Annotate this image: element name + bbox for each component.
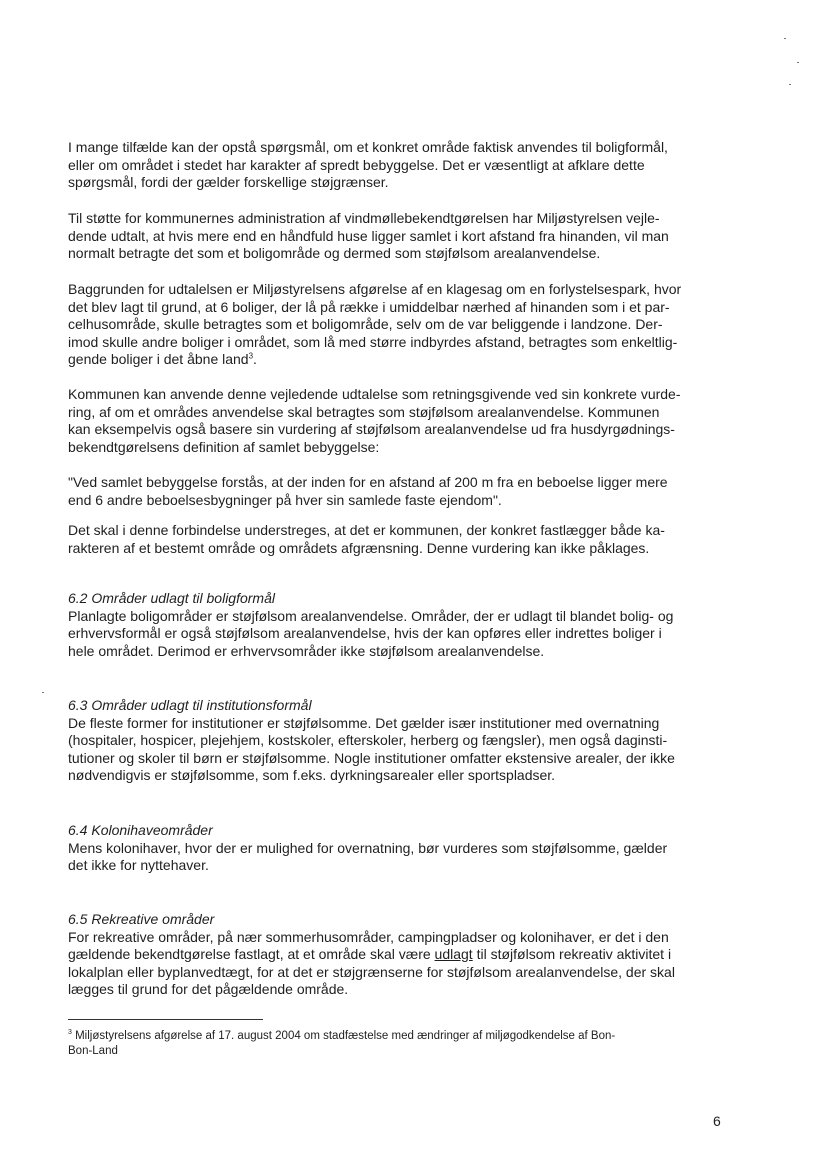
section-heading: 6.5 Rekreative områder [68,911,215,927]
footnote-number: 3 [68,1029,72,1037]
text-line: lokalplan eller byplanvedtægt, for at det er støjgrænserne for støjfølsom arealanvendelse, der skal [68,963,675,980]
scan-speck [789,84,791,85]
text-line: Kommunen kan anvende denne vejledende udtalelse som retningsgivende ved sin konkrete vurde- [68,386,681,402]
text-line: bekendtgørelsens definition af samlet bebyggelse: [68,438,380,455]
paragraph-background [68,281,728,369]
section-6-5 [68,911,728,999]
section-6-4 [68,822,728,875]
definition-quote [68,474,728,509]
text-line: celhusområde, skulle betragtes som et boligområde, selv om de var beliggende i landzone. Der- [68,316,663,332]
text-fragment: . [253,351,257,367]
text-line: Planlagte boligområder er støjfølsom arealanvendelse. Områder, der er udlagt til blandet bolig- og [68,607,674,624]
text-line: ring, af om et områdes anvendelse skal betragtes som støjfølsom arealanvendelse. Kommunen [68,403,660,420]
text-line: hele området. Derimod er erhvervsområder ikke støjfølsom arealanvendelse. [68,642,545,659]
text-line [68,1029,728,1044]
text-line: nødvendigvis er støjfølsomme, som f.eks. dyrkningsarealer eller sportspladser. [68,767,556,783]
text-line: lægges til grund for det pågældende område. [68,981,349,997]
text-line: "Ved samlet bebyggelse forstås, at der inden for en afstand af 200 m fra en beboelse ligger mere [68,474,668,490]
footnote [68,1029,728,1059]
paragraph-guidance [68,210,728,263]
text-fragment: gældende bekendtgørelse fastlagt, at et område skal være [68,946,435,962]
text-line: imod skulle andre boliger i området, som lå med større indbyrdes afstand, betragtes som enkeltlig- [68,333,678,350]
text-fragment: gende boliger i det åbne land [68,351,249,367]
text-line: dende udtalt, at hvis mere end en håndfuld huse ligger samlet i kort afstand fra hinanden, vil man [68,227,669,244]
section-6-3 [68,697,728,785]
scan-speck [797,62,799,63]
text-line: tutioner og skoler til børn er støjfølsomme. Nogle institutioner omfatter ekstensive arealer, der ikke [68,749,675,766]
text-line: kan eksempelvis også basere sin vurdering af støjfølsom arealanvendelse ud fra husdyrgødnings- [68,421,675,437]
text-fragment: til støjfølsom rekreativ aktivitet i [472,946,672,962]
paragraph-municipality [68,386,728,456]
text-line: Det skal i denne forbindelse understreges, at det er kommunen, der konkret fastlægger både ka- [68,522,665,538]
section-heading: 6.3 Områder udlagt til institutionsformål [68,697,312,713]
text-line: det ikke for nyttehaver. [68,857,209,873]
footnote-divider [68,1019,263,1020]
scan-speck [42,692,44,693]
text-line: eller om området i stedet har karakter af spredt bebyggelse. Det er væsentligt at afklare dette [68,156,645,173]
paragraph-intro [68,139,728,192]
text-line: Til støtte for kommunernes administration af vindmøllebekendtgørelsen har Miljøstyrelsen vejle- [68,210,660,226]
text-line: rakteren af et bestemt område og områdets afgrænsning. Denne vurdering kan ikke påklages. [68,539,650,556]
footnote-reference[interactable]: 3 [248,351,254,361]
text-line: end 6 andre beboelsesbygninger på hver sin samlede faste ejendom". [68,491,502,508]
text-line: normalt betragte det som et boligområde og dermed som støjfølsom arealanvendelse. [68,245,601,261]
section-6-2 [68,590,728,660]
paragraph-emphasis [68,522,728,557]
text-line [68,946,728,964]
text-line: Mens kolonihaver, hvor der er mulighed for overnatning, bør vurderes som støjfølsomme, gælder [68,839,668,856]
text-line: I mange tilfælde kan der opstå spørgsmål, om et konkret område faktisk anvendes til boligformål, [68,139,668,155]
underlined-word: udlagt [434,946,473,962]
text-line: Baggrunden for udtalelsen er Miljøstyrelsens afgørelse af en klagesag om en forlystelsespark, hvor [68,281,682,297]
section-heading: 6.4 Kolonihaveområder [68,822,213,838]
text-line: De fleste former for institutioner er støjfølsomme. Det gælder især institutioner med overnatning [68,714,660,731]
section-heading: 6.2 Områder udlagt til boligformål [68,590,275,606]
text-line: For rekreative områder, på nær sommerhusområder, campingpladser og kolonihaver, er det i den [68,928,669,945]
text-fragment: Miljøstyrelsens afgørelse af 17. august 2004 om stadfæstelse med ændringer af miljøgodkendelse af Bon- [71,1030,616,1042]
text-line [68,351,728,369]
page-number: 6 [713,1113,721,1129]
text-line: (hospitaler, hospicer, plejehjem, kostskoler, efterskoler, herberg og fængsler), men også daginsti- [68,732,668,748]
text-line: Bon-Land [68,1045,118,1057]
scan-speck [784,38,786,39]
text-line: det blev lagt til grund, at 6 boliger, der lå på række i umiddelbar nærhed af hinanden som i et par- [68,298,670,315]
text-line: erhvervsformål er også støjfølsom arealanvendelse, hvis der kan opføres eller indrettes boliger i [68,625,662,641]
text-line: spørgsmål, fordi der gælder forskellige støjgrænser. [68,174,389,190]
